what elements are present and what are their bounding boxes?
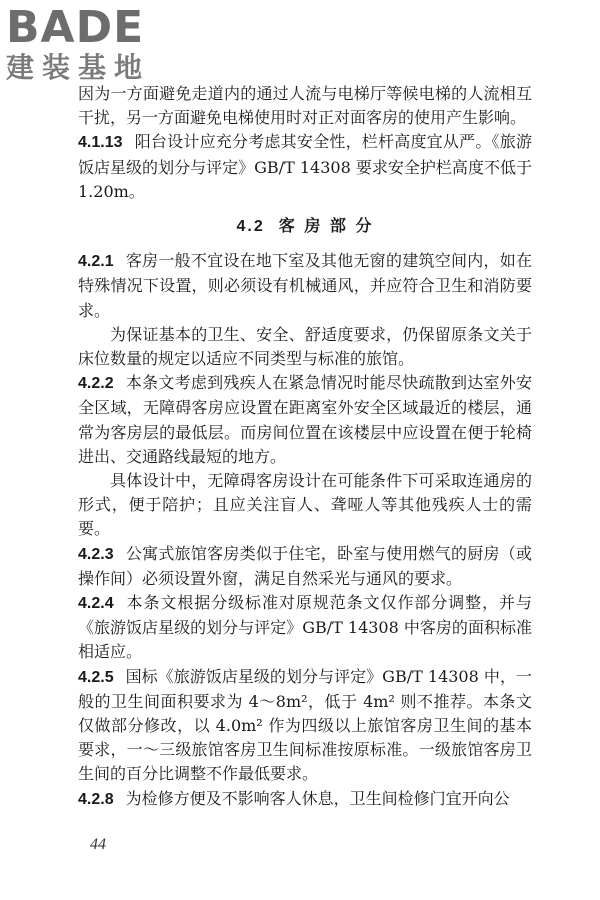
clause-number: 4.2.4: [78, 595, 114, 613]
clause-4-2-3: [78, 542, 532, 591]
clause-text: 本条文根据分级标准对原规范条文仅作部分调整，并与《旅游饭店星级的划分与评定》GB/T 14308 中客房的面积标准相适应。: [78, 593, 532, 662]
clause-4-2-2-paragraph-2: 具体设计中，无障碍客房设计在可能条件下可采取连通房的形式，便于陪护；且应关注盲人、聋哑人等其他残疾人士的需要。: [78, 471, 532, 539]
clause-text: 公寓式旅馆客房类似于住宅，卧室与使用燃气的厨房（或操作间）必须设置外窗，满足自然采光与通风的要求。: [78, 543, 532, 588]
clause-text: 本条文考虑到残疾人在紧急情况时能尽快疏散到达室外安全区域，无障碍客房应设置在距离室外安全区域最近的楼层，通常为客房层的最低层。而房间位置在该楼层中应设置在便于轮椅进出、交通路线最短的地方。: [78, 373, 532, 466]
clause-4-2-4: [78, 591, 532, 665]
clause-text: 国标《旅游饭店星级的划分与评定》GB/T 14308 中，一般的卫生间面积要求为 4～8m²，低于 4m² 则不推荐。本条文仅做部分修改，以 4.0m² 作为四级以上旅馆客房卫生间的基本要求，一～三级旅馆客房卫生间标准按原标准。一级旅馆客房卫生间的百分比调整不作最低要求。: [78, 666, 532, 784]
clause-number: 4.2.5: [78, 668, 114, 686]
section-heading: [78, 214, 532, 239]
bade-logo: [6, 4, 176, 84]
clause-number: 4.1.13: [78, 134, 123, 152]
continued-paragraph: 因为一方面避免走道内的通过人流与电梯厅等候电梯的人流相互干扰，另一方面避免电梯使用时对正对面客房的使用产生影响。: [78, 84, 532, 128]
logo-wordmark: BADE: [6, 2, 145, 53]
clause-text: 阳台设计应充分考虑其安全性，栏杆高度宜从严。《旅游饭店星级的划分与评定》GB/T 14308 要求安全护栏高度不低于 1.20m。: [78, 132, 532, 201]
clause-number: 4.2.1: [78, 253, 114, 271]
clause-text: 为检修方便及不影响客人休息，卫生间检修门宜开向公: [125, 788, 510, 808]
section-title: 客 房 部 分: [278, 216, 374, 236]
page-body: [78, 82, 532, 812]
clause-4-2-5: [78, 665, 532, 787]
clause-number: 4.2.2: [78, 375, 114, 393]
page-number: 44: [90, 836, 106, 853]
clause-4-2-1: [78, 249, 532, 323]
clause-4-1-13: [78, 130, 532, 204]
clause-number: 4.2.3: [78, 545, 114, 563]
clause-text: 客房一般不宜设在地下室及其他无窗的建筑空间内，如在特殊情况下设置，则必须设有机械通风，并应符合卫生和消防要求。: [78, 251, 532, 320]
clause-4-2-1-paragraph-2: 为保证基本的卫生、安全、舒适度要求，仍保留原条文关于床位数量的规定以适应不同类型与标准的旅馆。: [78, 324, 532, 369]
logo-subtitle: 建装基地: [6, 51, 151, 84]
clause-4-2-8: [78, 787, 532, 812]
clause-number: 4.2.8: [78, 790, 114, 808]
clause-4-2-2: [78, 371, 532, 469]
section-number: 4.2: [236, 218, 265, 236]
